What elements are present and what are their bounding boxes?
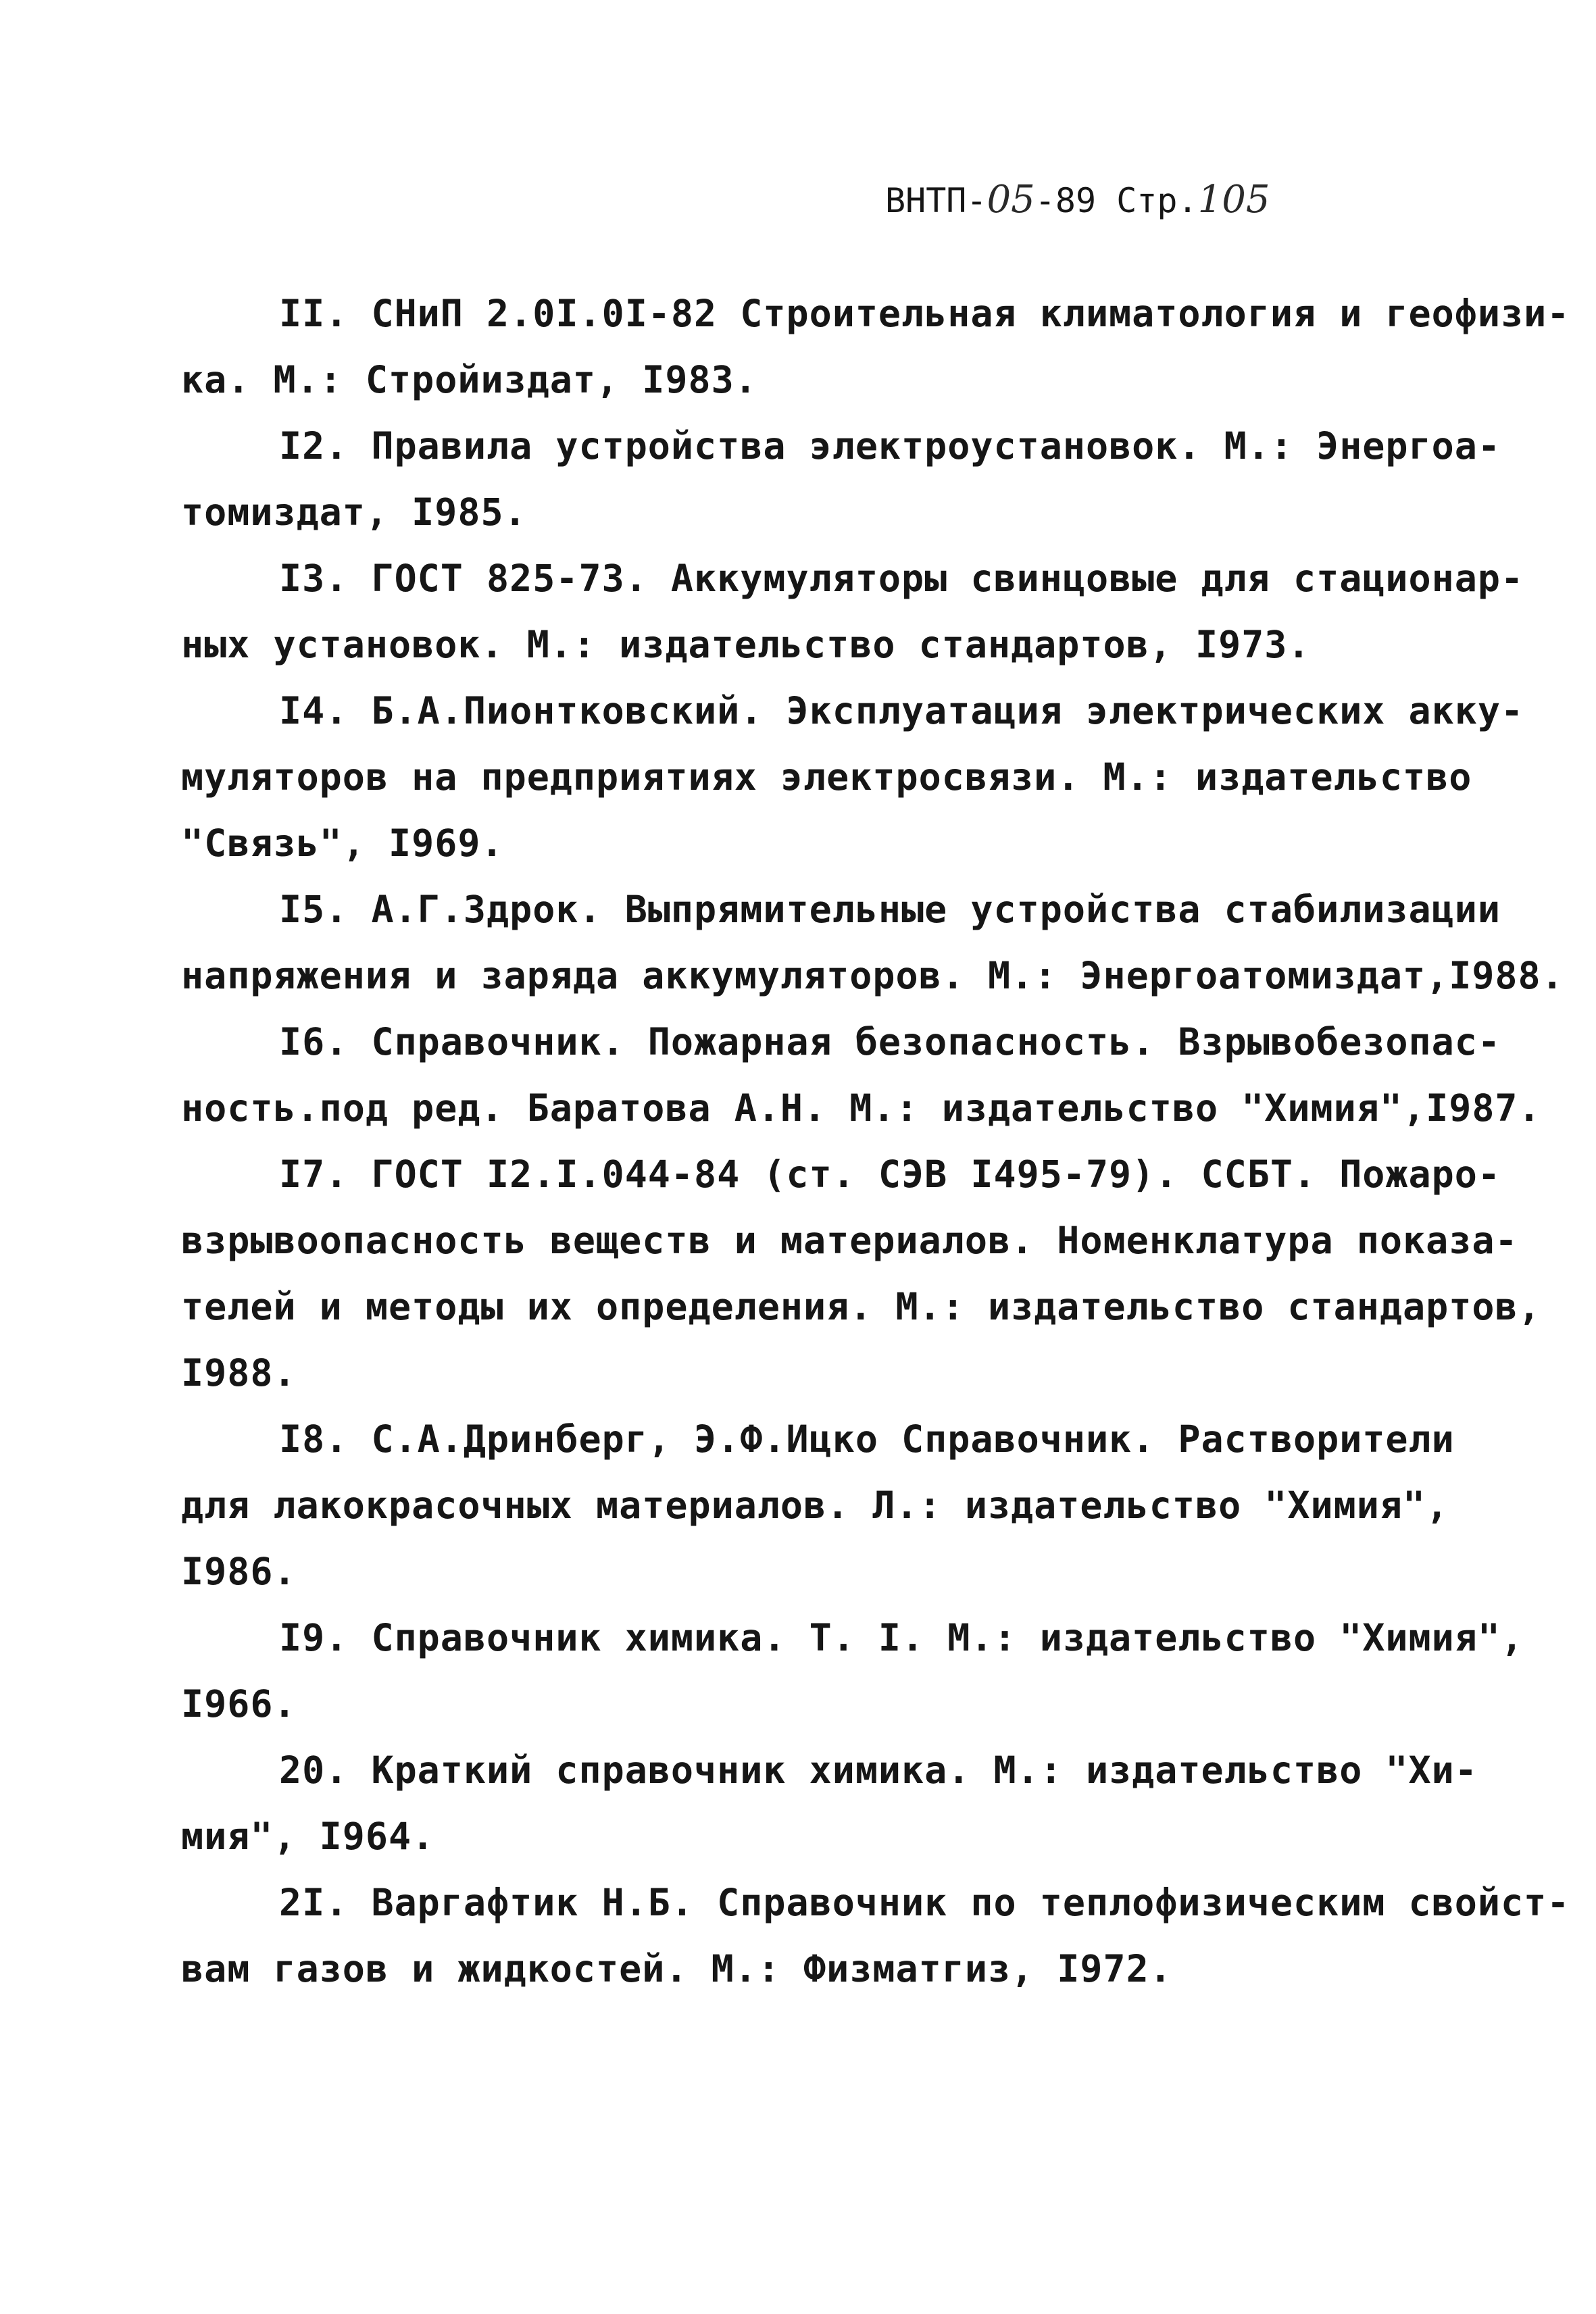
reference-line: взрывоопасность веществ и материалов. Номенклатура показа- bbox=[181, 1219, 1518, 1262]
reference-line: томиздат, I985. bbox=[181, 491, 527, 534]
reference-line-first: I5. А.Г.Здрок. Выпрямительные устройства стабилизации bbox=[279, 888, 1501, 931]
reference-item bbox=[181, 413, 1501, 545]
reference-line: I988. bbox=[181, 1351, 297, 1394]
reference-line: муляторов на предприятиях электросвязи. М.: издательство bbox=[181, 755, 1472, 799]
reference-line: ка. М.: Стройиздат, I983. bbox=[181, 358, 757, 401]
header-page-number-handwritten: 105 bbox=[1197, 178, 1270, 222]
reference-line: ных установок. М.: издательство стандартов, I973. bbox=[181, 623, 1311, 666]
reference-line-first: 20. Краткий справочник химика. М.: издательство "Хи- bbox=[279, 1749, 1478, 1792]
reference-line: ность.под ред. Баратова А.Н. М.: издательство "Химия",I987. bbox=[181, 1086, 1541, 1130]
reference-line-first: I3. ГОСТ 825-73. Аккумуляторы свинцовые для стационар- bbox=[279, 557, 1524, 600]
reference-line: I966. bbox=[181, 1682, 297, 1726]
header-code-suffix: -89 Стр. bbox=[1034, 181, 1198, 220]
reference-line-first: I9. Справочник химика. Т. I. М.: издательство "Химия", bbox=[279, 1616, 1524, 1659]
reference-item bbox=[181, 678, 1524, 876]
reference-item bbox=[181, 1737, 1478, 1869]
reference-item bbox=[181, 1406, 1455, 1605]
reference-item bbox=[181, 280, 1570, 413]
reference-line-first: I4. Б.А.Пионтковский. Эксплуатация электрических акку- bbox=[279, 689, 1524, 732]
reference-line: "Связь", I969. bbox=[181, 822, 504, 865]
reference-line: I986. bbox=[181, 1550, 297, 1593]
reference-line-first: 2I. Варгафтик Н.Б. Справочник по теплофизическим свойст- bbox=[279, 1881, 1570, 1924]
reference-line: для лакокрасочных материалов. Л.: издательство "Химия", bbox=[181, 1484, 1449, 1527]
reference-list bbox=[181, 280, 1570, 2002]
reference-line-first: I7. ГОСТ I2.I.044-84 (ст. СЭВ I495-79). ССБТ. Пожаро- bbox=[279, 1153, 1501, 1196]
page-header bbox=[885, 178, 1270, 222]
reference-item bbox=[181, 876, 1564, 1009]
reference-item bbox=[181, 1869, 1570, 2002]
reference-line: телей и методы их определения. М.: издательство стандартов, bbox=[181, 1285, 1541, 1328]
reference-line: мия", I964. bbox=[181, 1815, 435, 1858]
reference-item bbox=[181, 545, 1524, 678]
reference-item bbox=[181, 1605, 1524, 1737]
reference-line-first: I6. Справочник. Пожарная безопасность. Взрывобезопас- bbox=[279, 1020, 1501, 1063]
header-prefix: ВНТП- bbox=[885, 181, 987, 220]
reference-item bbox=[181, 1141, 1541, 1406]
header-code-handwritten: 05 bbox=[987, 178, 1035, 222]
reference-line-first: I8. С.А.Дринберг, Э.Ф.Ицко Справочник. Растворители bbox=[279, 1417, 1455, 1461]
reference-line-first: I2. Правила устройства электроустановок. М.: Энергоа- bbox=[279, 424, 1501, 468]
reference-line: вам газов и жидкостей. М.: Физматгиз, I972. bbox=[181, 1947, 1172, 1990]
reference-line: напряжения и заряда аккумуляторов. М.: Энергоатомиздат,I988. bbox=[181, 954, 1564, 997]
reference-line-first: II. СНиП 2.0I.0I-82 Строительная климатология и геофизи- bbox=[279, 292, 1570, 335]
reference-item bbox=[181, 1009, 1541, 1141]
